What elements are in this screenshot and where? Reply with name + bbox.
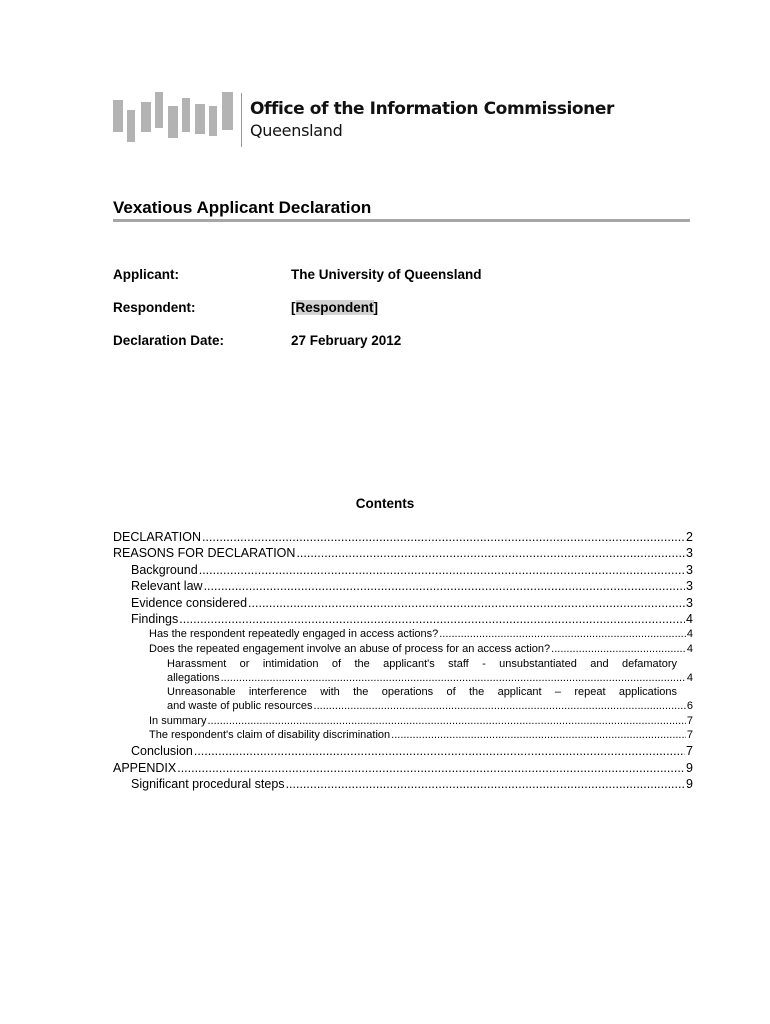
toc-entry[interactable]: In summary ..... 7 <box>113 714 693 729</box>
toc-entry-line: allegations ..... 4 <box>113 671 693 685</box>
toc-entry[interactable]: DECLARATION ..... 2 <box>113 529 693 545</box>
title-underline <box>113 219 690 222</box>
toc-entry[interactable]: REASONS FOR DECLARATION ..... 3 <box>113 545 693 561</box>
toc-entry[interactable]: Has the respondent repeatedly engaged in access actions? ..... 4 <box>113 627 693 642</box>
respondent-label: Respondent: <box>113 300 196 315</box>
respondent-value: [Respondent] <box>291 300 379 315</box>
declaration-date-value: 27 February 2012 <box>291 333 402 348</box>
contents-heading: Contents <box>355 496 415 511</box>
toc-entry[interactable] <box>113 685 693 713</box>
table-of-contents <box>113 529 693 792</box>
toc-entry[interactable]: The respondent's claim of disability discrimination ..... 7 <box>113 728 693 743</box>
toc-entry[interactable]: Background ..... 3 <box>113 562 693 578</box>
toc-entry[interactable]: Relevant law ..... 3 <box>113 578 693 594</box>
document-title: Vexatious Applicant Declaration <box>113 198 372 217</box>
toc-entry[interactable]: Evidence considered ..... 3 <box>113 595 693 611</box>
toc-entry[interactable]: APPENDIX ..... 9 <box>113 760 693 776</box>
toc-entry[interactable] <box>113 657 693 685</box>
respondent-placeholder: Respondent <box>295 300 374 315</box>
toc-entry-line: Harassment or intimidation of the applicant's staff - unsubstantiated and defamatory <box>167 657 677 670</box>
applicant-label: Applicant: <box>113 267 179 282</box>
organisation-region: Queensland <box>250 121 343 140</box>
toc-entry[interactable]: Does the repeated engagement involve an abuse of process for an access action? ..... 4 <box>113 642 693 657</box>
toc-entry[interactable]: Findings ..... 4 <box>113 611 693 627</box>
logo-divider <box>241 93 242 147</box>
toc-entry-line: and waste of public resources ..... 6 <box>113 700 693 714</box>
toc-entry[interactable]: Conclusion ..... 7 <box>113 743 693 759</box>
applicant-value: The University of Queensland <box>291 267 482 282</box>
toc-entry[interactable]: Significant procedural steps ..... 9 <box>113 776 693 792</box>
organisation-name: Office of the Information Commissioner <box>250 99 614 119</box>
toc-entry-line: Unreasonable interference with the operations of the applicant – repeat applications <box>167 686 677 699</box>
oic-logo-icon <box>113 92 243 142</box>
declaration-date-label: Declaration Date: <box>113 333 225 348</box>
